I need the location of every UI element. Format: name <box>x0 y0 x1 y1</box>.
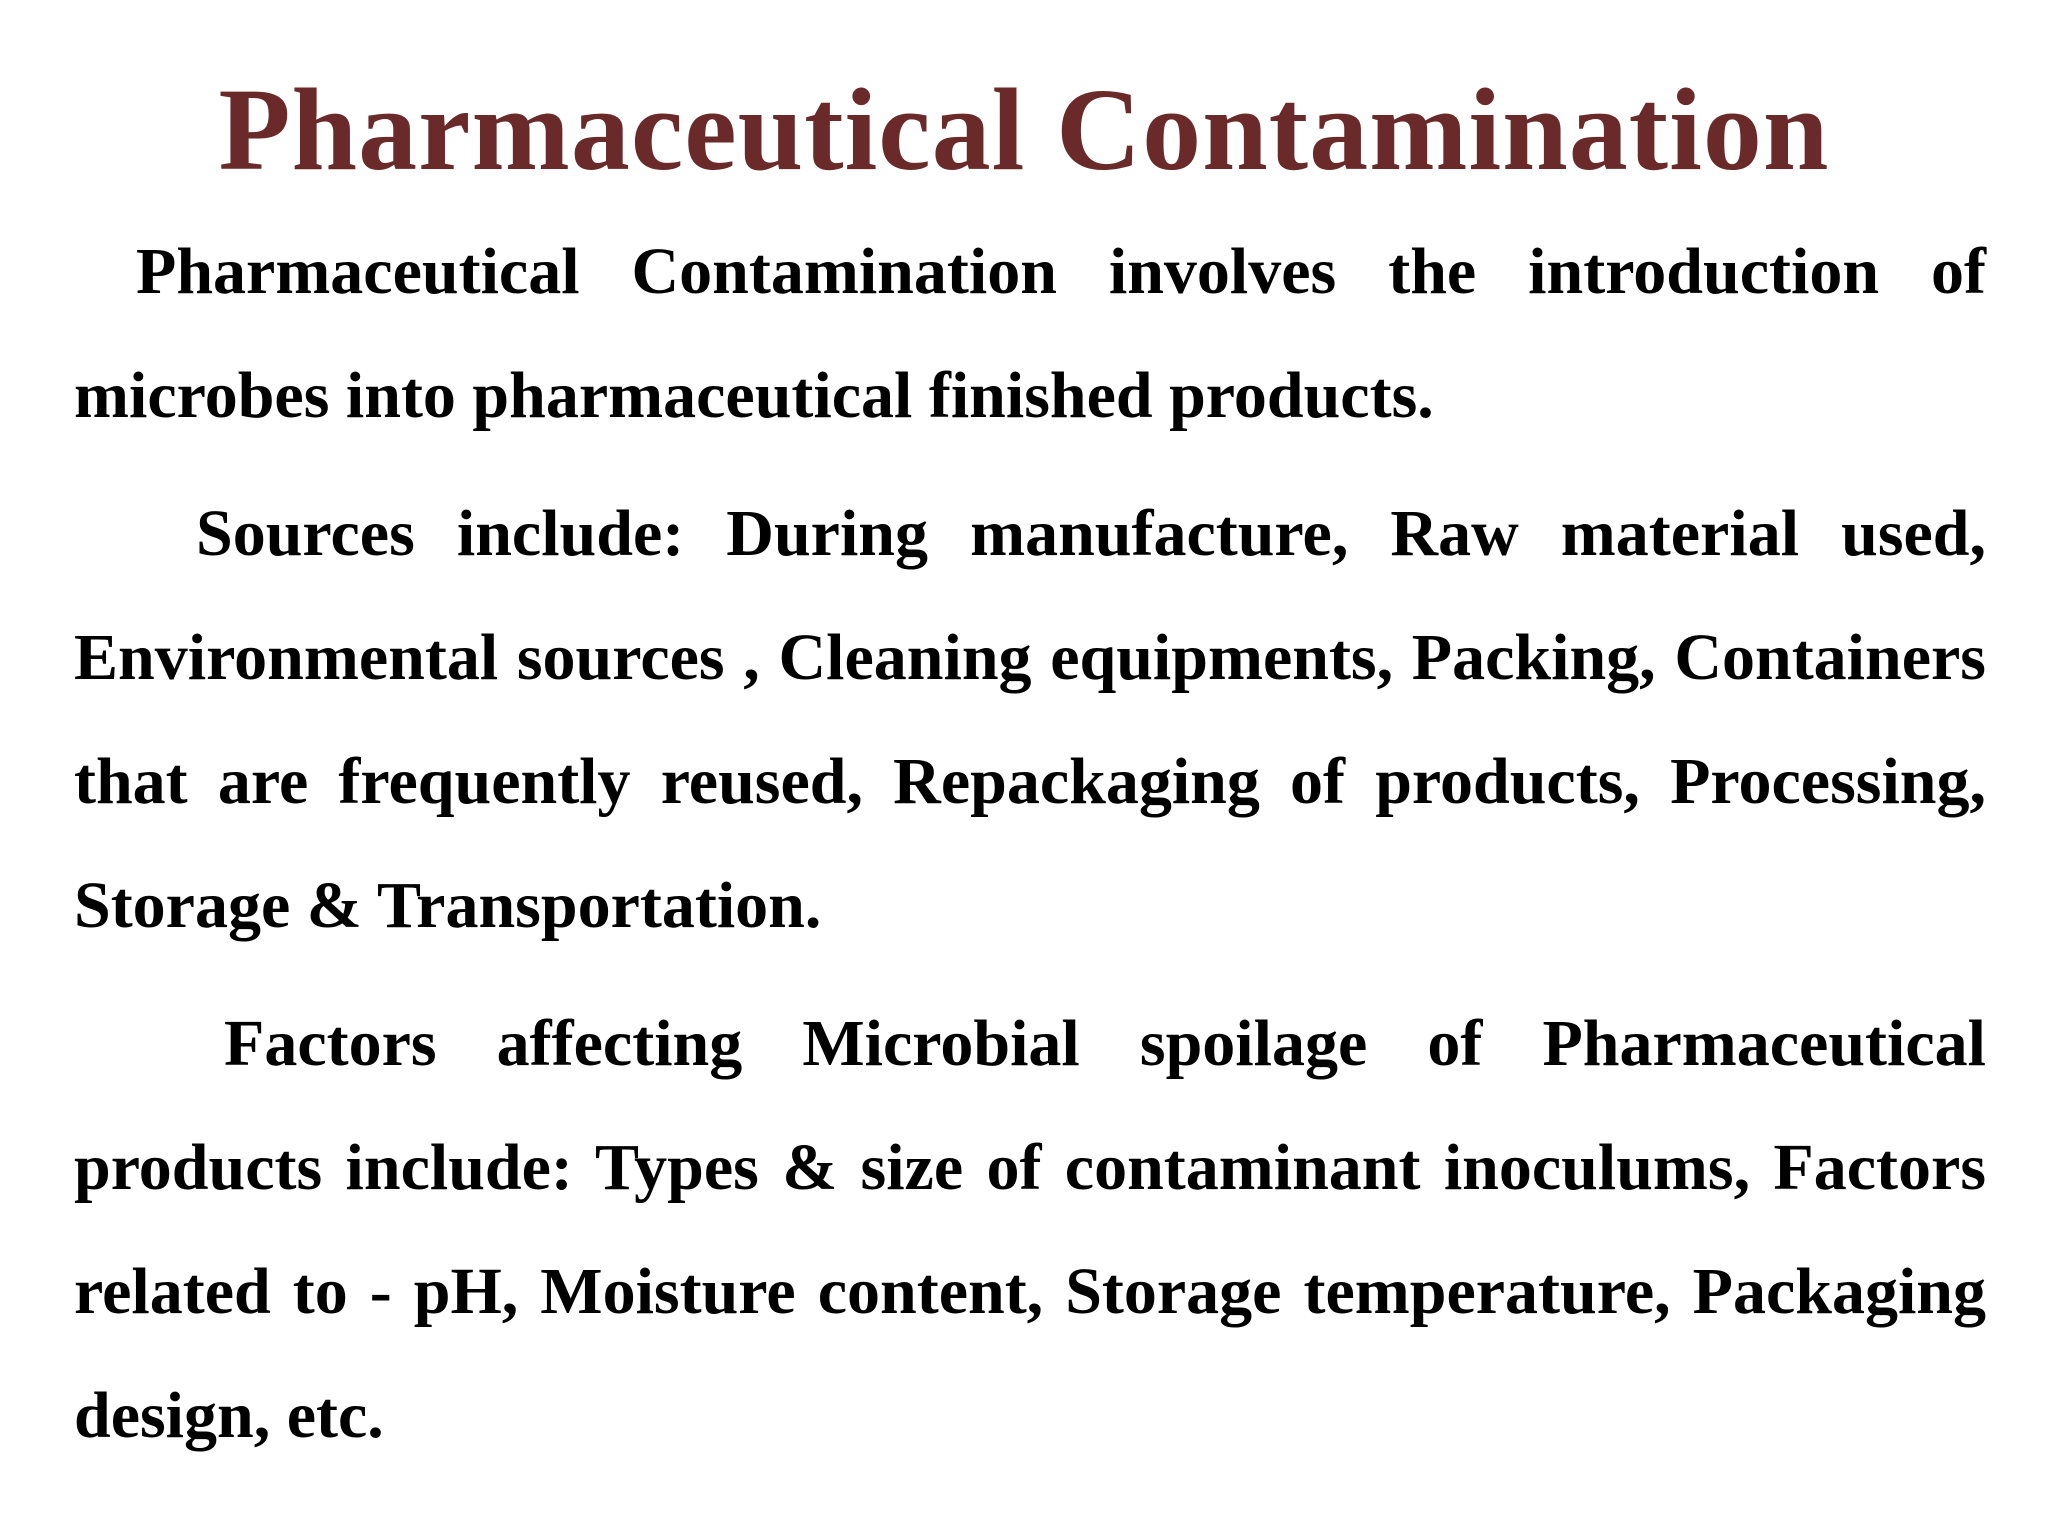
paragraph-factors: Factors affecting Microbial spoilage of Pharmaceutical products include: Types & size of contaminant inoculums, Factors related to - pH, Moisture content, Storage temperature, Packaging design, etc. <box>74 1007 1986 1452</box>
paragraph-definition: Pharmaceutical Contamination involves the introduction of microbes into pharmaceutical finished products. <box>74 235 1986 432</box>
slide-title: Pharmaceutical Contamination <box>218 64 1830 195</box>
slide-body <box>74 210 1986 1478</box>
paragraph-sources: Sources include: During manufacture, Raw material used, Environmental sources , Cleaning equipments, Packing, Containers that are frequently reused, Repackaging of products, Processing, Storage & Transportation. <box>74 497 1986 942</box>
